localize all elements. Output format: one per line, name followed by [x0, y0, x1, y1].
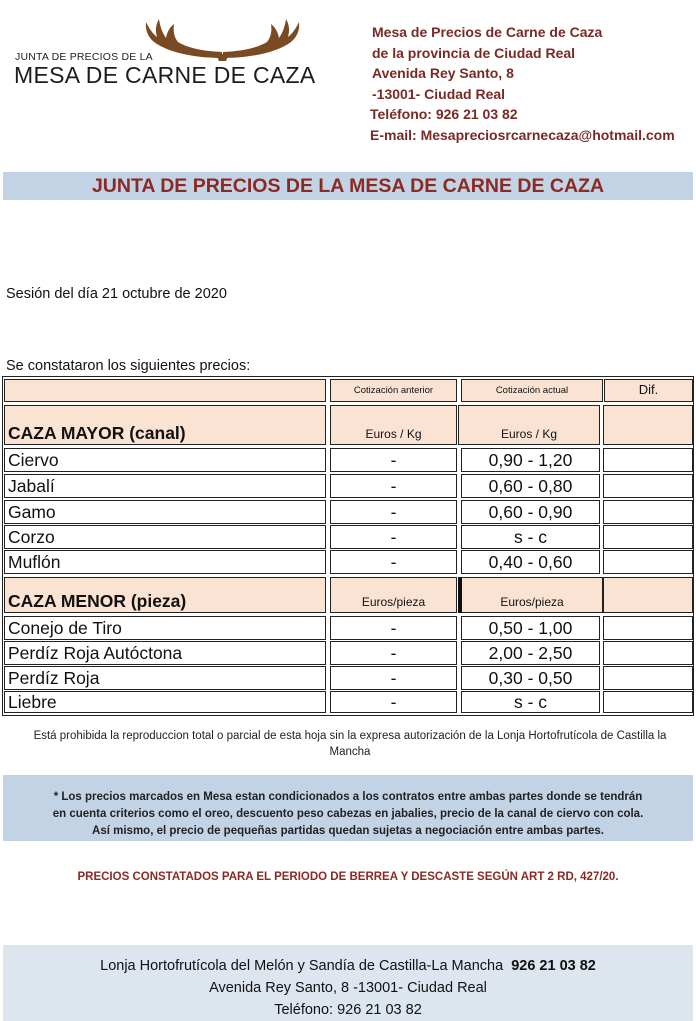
- row-dif: [603, 448, 693, 472]
- note-line-2: en cuenta criterios como el oreo, descuento peso cabezas en jabalies, precio de la canal de ciervo con cola.: [52, 808, 644, 820]
- unit-menor-prev: Euros/pieza: [330, 577, 457, 613]
- note-line-3: Así mismo, el precio de pequeñas partidas quedan sujetas a negociación entre ambas partes.: [92, 825, 604, 837]
- page-title: JUNTA DE PRECIOS DE LA MESA DE CARNE DE CAZA: [3, 172, 693, 200]
- unit-mayor-dif: [603, 405, 693, 445]
- contact-line-1: Mesa de Precios de Carne de Caza: [372, 24, 603, 40]
- row-prev: -: [330, 500, 457, 524]
- session-date: Sesión del día 21 octubre de 2020: [6, 286, 227, 302]
- row-name: Liebre: [4, 691, 326, 713]
- row-dif: [603, 474, 693, 498]
- logo-main-text: MESA DE CARNE DE CAZA: [14, 62, 316, 88]
- row-name: Jabalí: [4, 474, 326, 498]
- row-curr: 0,60 - 0,80: [461, 474, 600, 498]
- row-curr: 0,60 - 0,90: [461, 500, 600, 524]
- unit-menor-curr: Euros/pieza: [458, 577, 603, 613]
- row-curr: 0,90 - 1,20: [461, 448, 600, 472]
- row-dif: [603, 641, 693, 665]
- table-header-blank: [4, 379, 326, 402]
- row-prev: -: [330, 616, 457, 640]
- row-name: Conejo de Tiro: [4, 616, 326, 640]
- berrea-note: PRECIOS CONSTATADOS PARA EL PERIODO DE BERREA Y DESCASTE SEGÚN ART 2 RD, 427/20.: [77, 871, 619, 883]
- unit-menor-dif: [603, 577, 693, 613]
- footer-org: Lonja Hortofrutícola del Melón y Sandía de Castilla-La Mancha: [100, 958, 504, 974]
- footer-line-3: Teléfono: 926 21 03 82: [274, 1002, 422, 1018]
- row-prev: -: [330, 525, 457, 549]
- row-curr: 2,00 - 2,50: [461, 641, 600, 665]
- footer-org-phone: 926 21 03 82: [511, 958, 596, 974]
- row-prev: -: [330, 666, 457, 690]
- conditions-note: [3, 775, 693, 841]
- footer-line-2: Avenida Rey Santo, 8 -13001- Ciudad Real: [209, 980, 487, 996]
- row-curr: 0,50 - 1,00: [461, 616, 600, 640]
- contact-block: [372, 22, 675, 145]
- row-name: Perdíz Roja: [4, 666, 326, 690]
- row-name: Perdíz Roja Autóctona: [4, 641, 326, 665]
- section-caza-mayor: CAZA MAYOR (canal): [4, 405, 326, 445]
- row-name: Corzo: [4, 525, 326, 549]
- contact-phone: Teléfono: 926 21 03 82: [370, 106, 518, 122]
- contact-line-2: de la provincia de Ciudad Real: [372, 44, 576, 61]
- row-name: Ciervo: [4, 448, 326, 472]
- col-header-dif: Dif.: [604, 379, 693, 402]
- row-dif: [603, 691, 693, 713]
- contact-email[interactable]: E-mail: Mesapreciosrcarnecaza@hotmail.com: [370, 126, 675, 143]
- col-header-curr: Cotización actual: [461, 379, 603, 402]
- row-dif: [603, 666, 693, 690]
- row-dif: [603, 500, 693, 524]
- row-name: Muflón: [4, 550, 326, 574]
- row-prev: -: [330, 474, 457, 498]
- row-prev: -: [330, 641, 457, 665]
- contact-line-4: -13001- Ciudad Real: [372, 85, 506, 102]
- row-dif: [603, 525, 693, 549]
- footer: [3, 945, 693, 1021]
- row-prev: -: [330, 550, 457, 574]
- row-dif: [603, 550, 693, 574]
- note-line-1: * Los precios marcados en Mesa estan condicionados a los contratos entre ambas partes donde se tendrán: [53, 791, 643, 803]
- section-caza-menor: CAZA MENOR (pieza): [4, 577, 326, 613]
- row-curr: 0,30 - 0,50: [461, 666, 600, 690]
- row-curr: s - c: [461, 691, 600, 713]
- footer-line-1: [3, 955, 693, 977]
- row-curr: s - c: [461, 525, 600, 549]
- logo-top-text: JUNTA DE PRECIOS DE LA: [15, 51, 153, 63]
- contact-line-3: Avenida Rey Santo, 8: [372, 65, 514, 81]
- antlers-icon: [140, 14, 305, 62]
- unit-mayor-curr: Euros / Kg: [458, 405, 600, 445]
- row-dif: [603, 616, 693, 640]
- row-name: Gamo: [4, 500, 326, 524]
- col-header-prev: Cotización anterior: [330, 379, 457, 402]
- row-curr: 0,40 - 0,60: [461, 550, 600, 574]
- unit-mayor-prev: Euros / Kg: [330, 405, 457, 445]
- disclaimer-text: Está prohibida la reproduccion total o parcial de esta hoja sin la expresa autorización de la Lonja Hortofrutícola de Castilla la Mancha: [33, 730, 667, 758]
- intro-text: Se constataron los siguientes precios:: [6, 358, 251, 374]
- row-prev: -: [330, 691, 457, 713]
- row-prev: -: [330, 448, 457, 472]
